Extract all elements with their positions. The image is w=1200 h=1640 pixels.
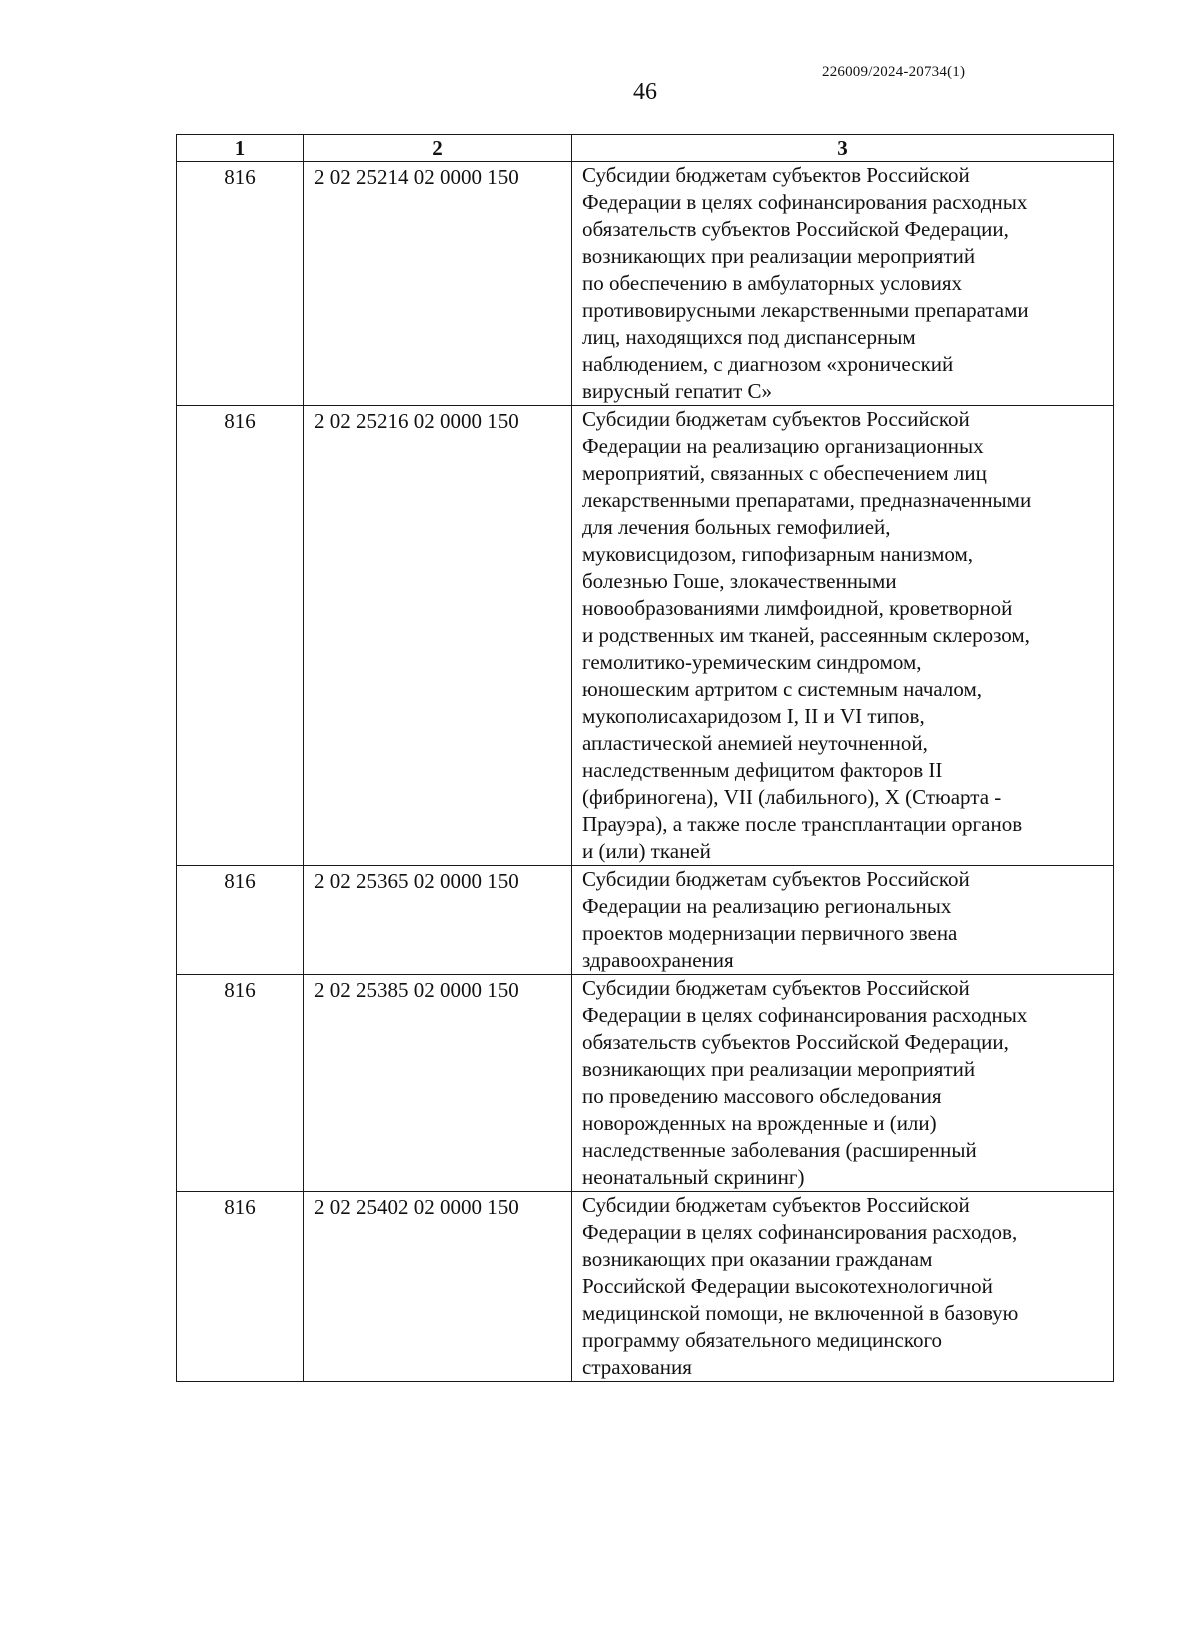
description-line: (фибриногена), VII (лабильного), X (Стюарта - (582, 785, 1002, 809)
revenue-code-cell: 2 02 25365 02 0000 150 (304, 866, 572, 975)
admin-code-cell: 816 (177, 975, 304, 1192)
description-line: новообразованиями лимфоидной, кроветворной (582, 596, 1013, 620)
revenue-code-cell: 2 02 25216 02 0000 150 (304, 406, 572, 866)
description-line: здравоохранения (582, 948, 734, 972)
description-line: наследственные заболевания (расширенный (582, 1138, 977, 1162)
description-line: страхования (582, 1355, 692, 1379)
description-line: возникающих при оказании гражданам (582, 1247, 933, 1271)
admin-code-cell: 816 (177, 1192, 304, 1382)
description-line: обязательств субъектов Российской Федерации, (582, 1030, 1009, 1054)
description-line: по проведению массового обследования (582, 1084, 942, 1108)
description-line: гемолитико-уремическим синдромом, (582, 650, 922, 674)
description-line: возникающих при реализации мероприятий (582, 244, 976, 268)
description-cell (572, 975, 1114, 1192)
description-cell (572, 866, 1114, 975)
description-line: и родственных им тканей, рассеянным склерозом, (582, 623, 1030, 647)
description-line: Федерации в целях софинансирования расходов, (582, 1220, 1018, 1244)
description-line: Субсидии бюджетам субъектов Российской (582, 1193, 970, 1217)
description-line: обязательств субъектов Российской Федерации, (582, 217, 1009, 241)
admin-code-cell: 816 (177, 406, 304, 866)
column-header-3: 3 (572, 135, 1114, 162)
description-line: и (или) тканей (582, 839, 711, 863)
revenue-code-cell: 2 02 25214 02 0000 150 (304, 162, 572, 406)
description-line: лекарственными препаратами, предназначенными (582, 488, 1032, 512)
revenue-code-cell: 2 02 25385 02 0000 150 (304, 975, 572, 1192)
description-line: Федерации в целях софинансирования расходных (582, 190, 1028, 214)
table-row (177, 866, 1114, 975)
description-line: медицинской помощи, не включенной в базовую (582, 1301, 1019, 1325)
description-line: Федерации на реализацию региональных (582, 894, 952, 918)
description-cell (572, 406, 1114, 866)
description-line: Субсидии бюджетам субъектов Российской (582, 867, 970, 891)
revenue-code-cell: 2 02 25402 02 0000 150 (304, 1192, 572, 1382)
description-line: болезнью Гоше, злокачественными (582, 569, 897, 593)
description-line: Субсидии бюджетам субъектов Российской (582, 407, 970, 431)
description-line: Российской Федерации высокотехнологичной (582, 1274, 993, 1298)
description-line: новорожденных на врожденные и (или) (582, 1111, 937, 1135)
table-row (177, 975, 1114, 1192)
admin-code-cell: 816 (177, 866, 304, 975)
description-line: лиц, находящихся под диспансерным (582, 325, 916, 349)
table-row (177, 1192, 1114, 1382)
budget-revenue-table (176, 134, 1114, 1382)
description-line: по обеспечению в амбулаторных условиях (582, 271, 962, 295)
description-line: для лечения больных гемофилией, (582, 515, 891, 539)
description-line: апластической анемией неуточненной, (582, 731, 928, 755)
table-header-row (177, 135, 1114, 162)
description-line: Прауэра), а также после трансплантации органов (582, 812, 1023, 836)
table-body (177, 162, 1114, 1382)
description-line: Федерации в целях софинансирования расходных (582, 1003, 1028, 1027)
description-line: Субсидии бюджетам субъектов Российской (582, 976, 970, 1000)
description-cell (572, 162, 1114, 406)
description-line: программу обязательного медицинского (582, 1328, 943, 1352)
description-line: юношеским артритом с системным началом, (582, 677, 983, 701)
description-line: противовирусными лекарственными препаратами (582, 298, 1029, 322)
description-line: Федерации на реализацию организационных (582, 434, 984, 458)
description-line: Субсидии бюджетам субъектов Российской (582, 163, 970, 187)
description-line: мероприятий, связанных с обеспечением лиц (582, 461, 987, 485)
admin-code-cell: 816 (177, 162, 304, 406)
description-line: возникающих при реализации мероприятий (582, 1057, 976, 1081)
description-line: мукополисахаридозом I, II и VI типов, (582, 704, 925, 728)
description-line: вирусный гепатит С» (582, 379, 773, 403)
description-line: муковисцидозом, гипофизарным нанизмом, (582, 542, 974, 566)
page-number: 46 (633, 79, 657, 105)
description-line: наследственным дефицитом факторов II (582, 758, 943, 782)
table-row (177, 162, 1114, 406)
description-line: наблюдением, с диагнозом «хронический (582, 352, 954, 376)
description-cell (572, 1192, 1114, 1382)
column-header-2: 2 (304, 135, 572, 162)
column-header-1: 1 (177, 135, 304, 162)
description-line: проектов модернизации первичного звена (582, 921, 958, 945)
table-row (177, 406, 1114, 866)
document-registration-number: 226009/2024-20734(1) (822, 64, 966, 80)
table-header (177, 135, 1114, 162)
description-line: неонатальный скрининг) (582, 1165, 805, 1189)
